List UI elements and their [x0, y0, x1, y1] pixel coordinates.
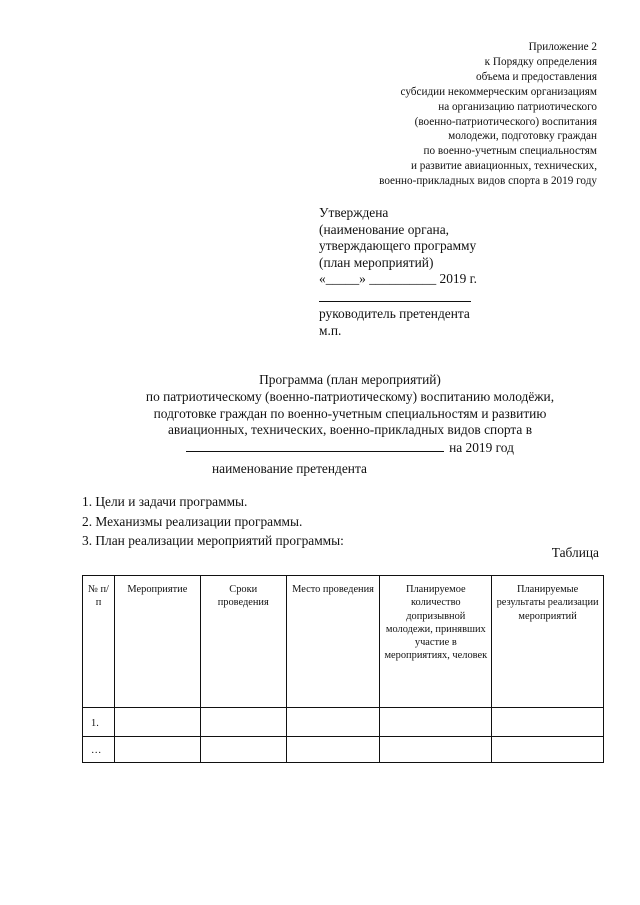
appendix-line: молодежи, подготовку граждан — [448, 130, 597, 143]
table-cell — [286, 708, 380, 737]
appendix-line: и развитие авиационных, технических, — [410, 160, 597, 173]
approving-org-line: утверждающего программу — [319, 238, 477, 254]
table-cell — [286, 737, 380, 763]
table-cell: … — [83, 737, 115, 763]
approval-date-line: «_____» __________ 2019 г. — [319, 271, 477, 287]
header-results: Планируемые результаты реализации мероприятий — [492, 576, 604, 708]
approved-label: Утверждена — [319, 205, 389, 220]
applicant-name-label: наименование претендента — [212, 461, 367, 476]
title-line: авиационных, технических, военно-прикладных видов спорта в — [167, 422, 533, 438]
appendix-line: (военно-патриотического) воспитания — [414, 115, 597, 128]
header-dates: Сроки проведения — [200, 576, 286, 708]
table-cell — [200, 708, 286, 737]
appendix-line: на организацию патриотического — [438, 100, 597, 113]
table-cell — [380, 737, 492, 763]
signature-line — [319, 301, 471, 302]
appendix-line: Приложение 2 — [528, 41, 597, 53]
table-cell — [380, 708, 492, 737]
approving-org-line: (план мероприятий) — [319, 254, 434, 270]
table-cell: 1. — [83, 708, 115, 737]
appendix-line: по военно-учетным специальностям — [423, 145, 597, 158]
table-cell — [200, 737, 286, 763]
appendix-line: объема и предоставления — [475, 70, 597, 83]
appendix-line: военно-прикладных видов спорта в 2019 году — [379, 175, 597, 188]
title-line-with-blank — [60, 439, 640, 457]
table-caption: Таблица — [551, 545, 599, 560]
appendix-line: субсидии некоммерческим организациям — [400, 85, 597, 98]
applicant-head-label: руководитель претендента — [319, 305, 470, 321]
appendix-header — [297, 40, 597, 189]
stamp-label: м.п. — [319, 322, 342, 338]
program-title — [60, 372, 640, 457]
applicant-name-blank — [186, 439, 444, 452]
section-item: 1. Цели и задачи программы. — [82, 494, 248, 509]
table-cell — [492, 737, 604, 763]
title-year: на 2019 год — [449, 440, 514, 456]
table-header-row — [83, 576, 604, 708]
title-line: Программа (план мероприятий) — [259, 372, 441, 387]
table-cell — [492, 708, 604, 737]
events-table — [82, 575, 604, 763]
table-cell — [114, 708, 200, 737]
approving-org-line: (наименование органа, — [319, 221, 450, 237]
approval-block — [319, 205, 579, 339]
header-event: Мероприятие — [114, 576, 200, 708]
section-item: 2. Механизмы реализации программы. — [82, 513, 303, 529]
title-line: подготовке граждан по военно-учетным специальностям и развитию — [153, 405, 547, 421]
header-number: № п/п — [83, 576, 115, 708]
table-cell — [114, 737, 200, 763]
appendix-line: к Порядку определения — [484, 55, 597, 68]
title-line: по патриотическому (военно-патриотическому) воспитанию молодёжи, — [145, 388, 555, 404]
table-row — [83, 737, 604, 763]
header-place: Место проведения — [286, 576, 380, 708]
header-participants: Планируемое количество допризывной молодежи, принявших участие в мероприятиях, человек — [380, 576, 492, 708]
table-row — [83, 708, 604, 737]
program-sections — [82, 492, 344, 551]
section-item: 3. План реализации мероприятий программы: — [82, 533, 344, 549]
